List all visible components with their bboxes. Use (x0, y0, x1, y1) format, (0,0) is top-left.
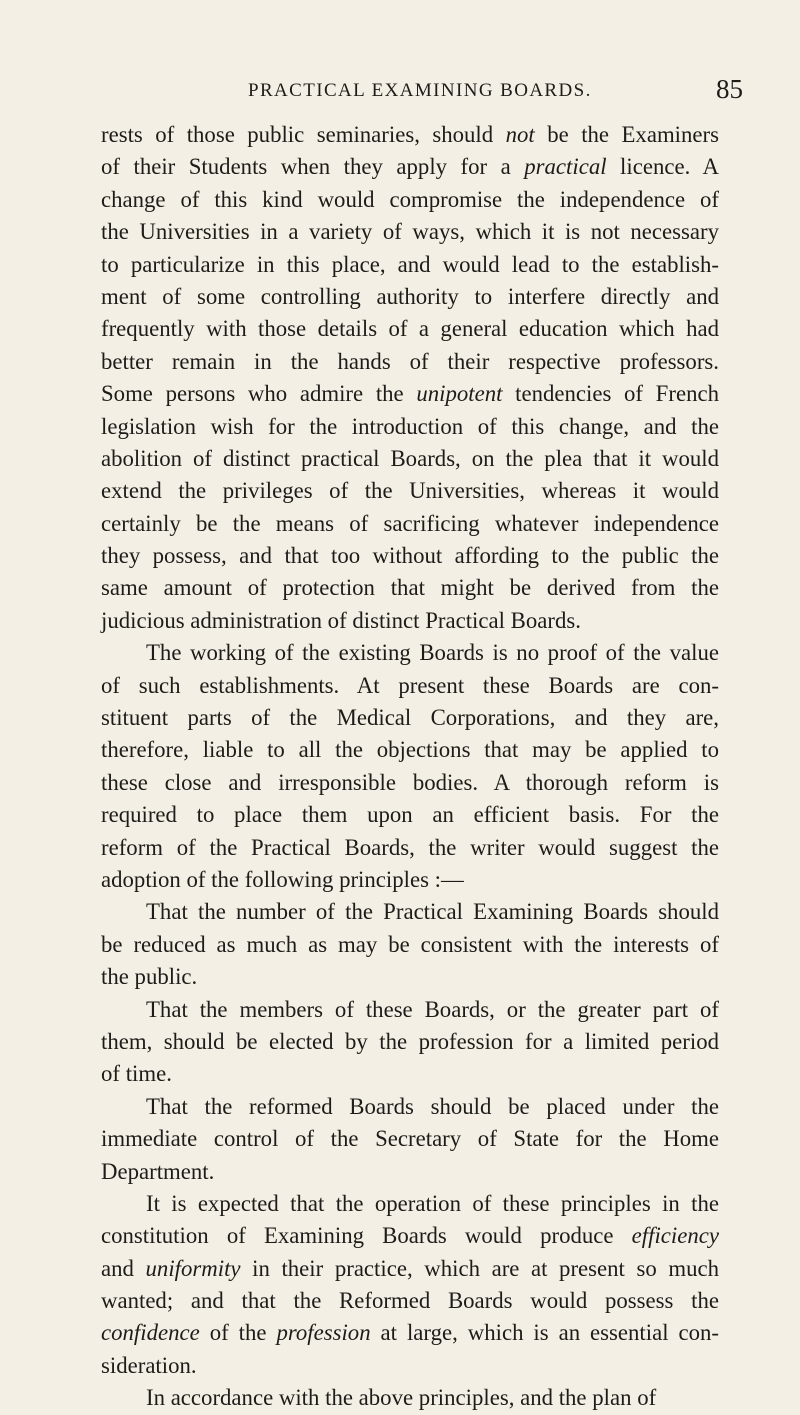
paragraph (101, 1382, 719, 1414)
paragraph (101, 1188, 719, 1382)
text-line: extend the privileges of the Universities, whereas it would (101, 478, 719, 504)
text-line: It is expected that the operation of these principles in the (146, 1190, 719, 1216)
body-text (101, 119, 719, 1415)
text-line: reform of the Practical Boards, the writer would suggest the (101, 834, 719, 860)
text-line: certainly be the means of sacrificing whatever independence (101, 510, 719, 536)
text-line: That the reformed Boards should be placed under the (146, 1093, 719, 1119)
text-line: abolition of distinct practical Boards, on the plea that it would (101, 445, 719, 471)
italic-text: profession (276, 1320, 371, 1346)
text-line: In accordance with the above principles, and the plan of (146, 1385, 657, 1411)
text-line: rests of those public seminaries, should not be the Examiners (101, 122, 719, 147)
text-line: adoption of the following principles :— (101, 866, 464, 892)
italic-text: efficiency (631, 1223, 719, 1249)
paragraph (101, 896, 719, 993)
text-line: That the number of the Practical Examining Boards should (146, 899, 719, 925)
text-line: That the members of these Boards, or the greater part of (146, 996, 719, 1022)
italic-text: practical (524, 154, 607, 180)
text-line: these close and irresponsible bodies. A thorough reform is (101, 769, 719, 795)
text-line: constitution of Examining Boards would produce efficiency (101, 1223, 719, 1249)
text-line: Department. (101, 1158, 215, 1184)
text-line: them, should be elected by the profession for a limited period (101, 1028, 719, 1054)
text-line: better remain in the hands of their respective professors. (101, 348, 719, 374)
paragraph (101, 637, 719, 896)
text-line: of such establishments. At present these Boards are con- (101, 672, 719, 698)
text-line: ment of some controlling authority to interfere directly and (101, 283, 719, 309)
text-line: required to place them upon an efficient basis. For the (101, 802, 719, 828)
text-line: change of this kind would compromise the independence of (101, 186, 719, 212)
paragraph (101, 119, 719, 637)
text-line: The working of the existing Boards is no proof of the value (146, 640, 719, 666)
italic-text: not (505, 122, 535, 147)
text-line: Some persons who admire the unipotent tendencies of French (101, 381, 719, 407)
text-line: of their Students when they apply for a practical licence. A (101, 154, 719, 180)
text-line: stituent parts of the Medical Corporations, and they are, (101, 705, 719, 731)
paragraph (101, 994, 719, 1091)
text-line: confidence of the profession at large, which is an essential con- (101, 1320, 719, 1346)
text-line: immediate control of the Secretary of State for the Home (101, 1126, 719, 1152)
text-line: to particularize in this place, and would lead to the establish- (101, 251, 719, 277)
text-line: legislation wish for the introduction of this change, and the (101, 413, 719, 439)
running-head: PRACTICAL EXAMINING BOARDS. (248, 80, 592, 101)
text-line: be reduced as much as may be consistent with the interests of (101, 931, 719, 957)
italic-text: unipotent (416, 381, 503, 407)
text-line: judicious administration of distinct Practical Boards. (101, 607, 581, 633)
italic-text: uniformity (145, 1255, 241, 1281)
text-line: wanted; and that the Reformed Boards would possess the (101, 1288, 719, 1314)
paragraph (101, 1091, 719, 1188)
page-number: 85 (716, 74, 743, 104)
italic-text: confidence (101, 1320, 200, 1346)
text-line: therefore, liable to all the objections that may be applied to (101, 737, 719, 763)
text-line: they possess, and that too without affording to the public the (101, 543, 719, 569)
text-line: and uniformity in their practice, which are at present so much (101, 1255, 720, 1281)
text-line: same amount of protection that might be derived from the (101, 575, 719, 601)
page-header (0, 74, 800, 104)
text-line: sideration. (101, 1352, 197, 1378)
text-line: frequently with those details of a general education which had (101, 316, 719, 342)
text-line: the Universities in a variety of ways, which it is not necessary (101, 219, 719, 245)
text-line: of time. (101, 1061, 172, 1087)
text-line: the public. (101, 964, 198, 990)
